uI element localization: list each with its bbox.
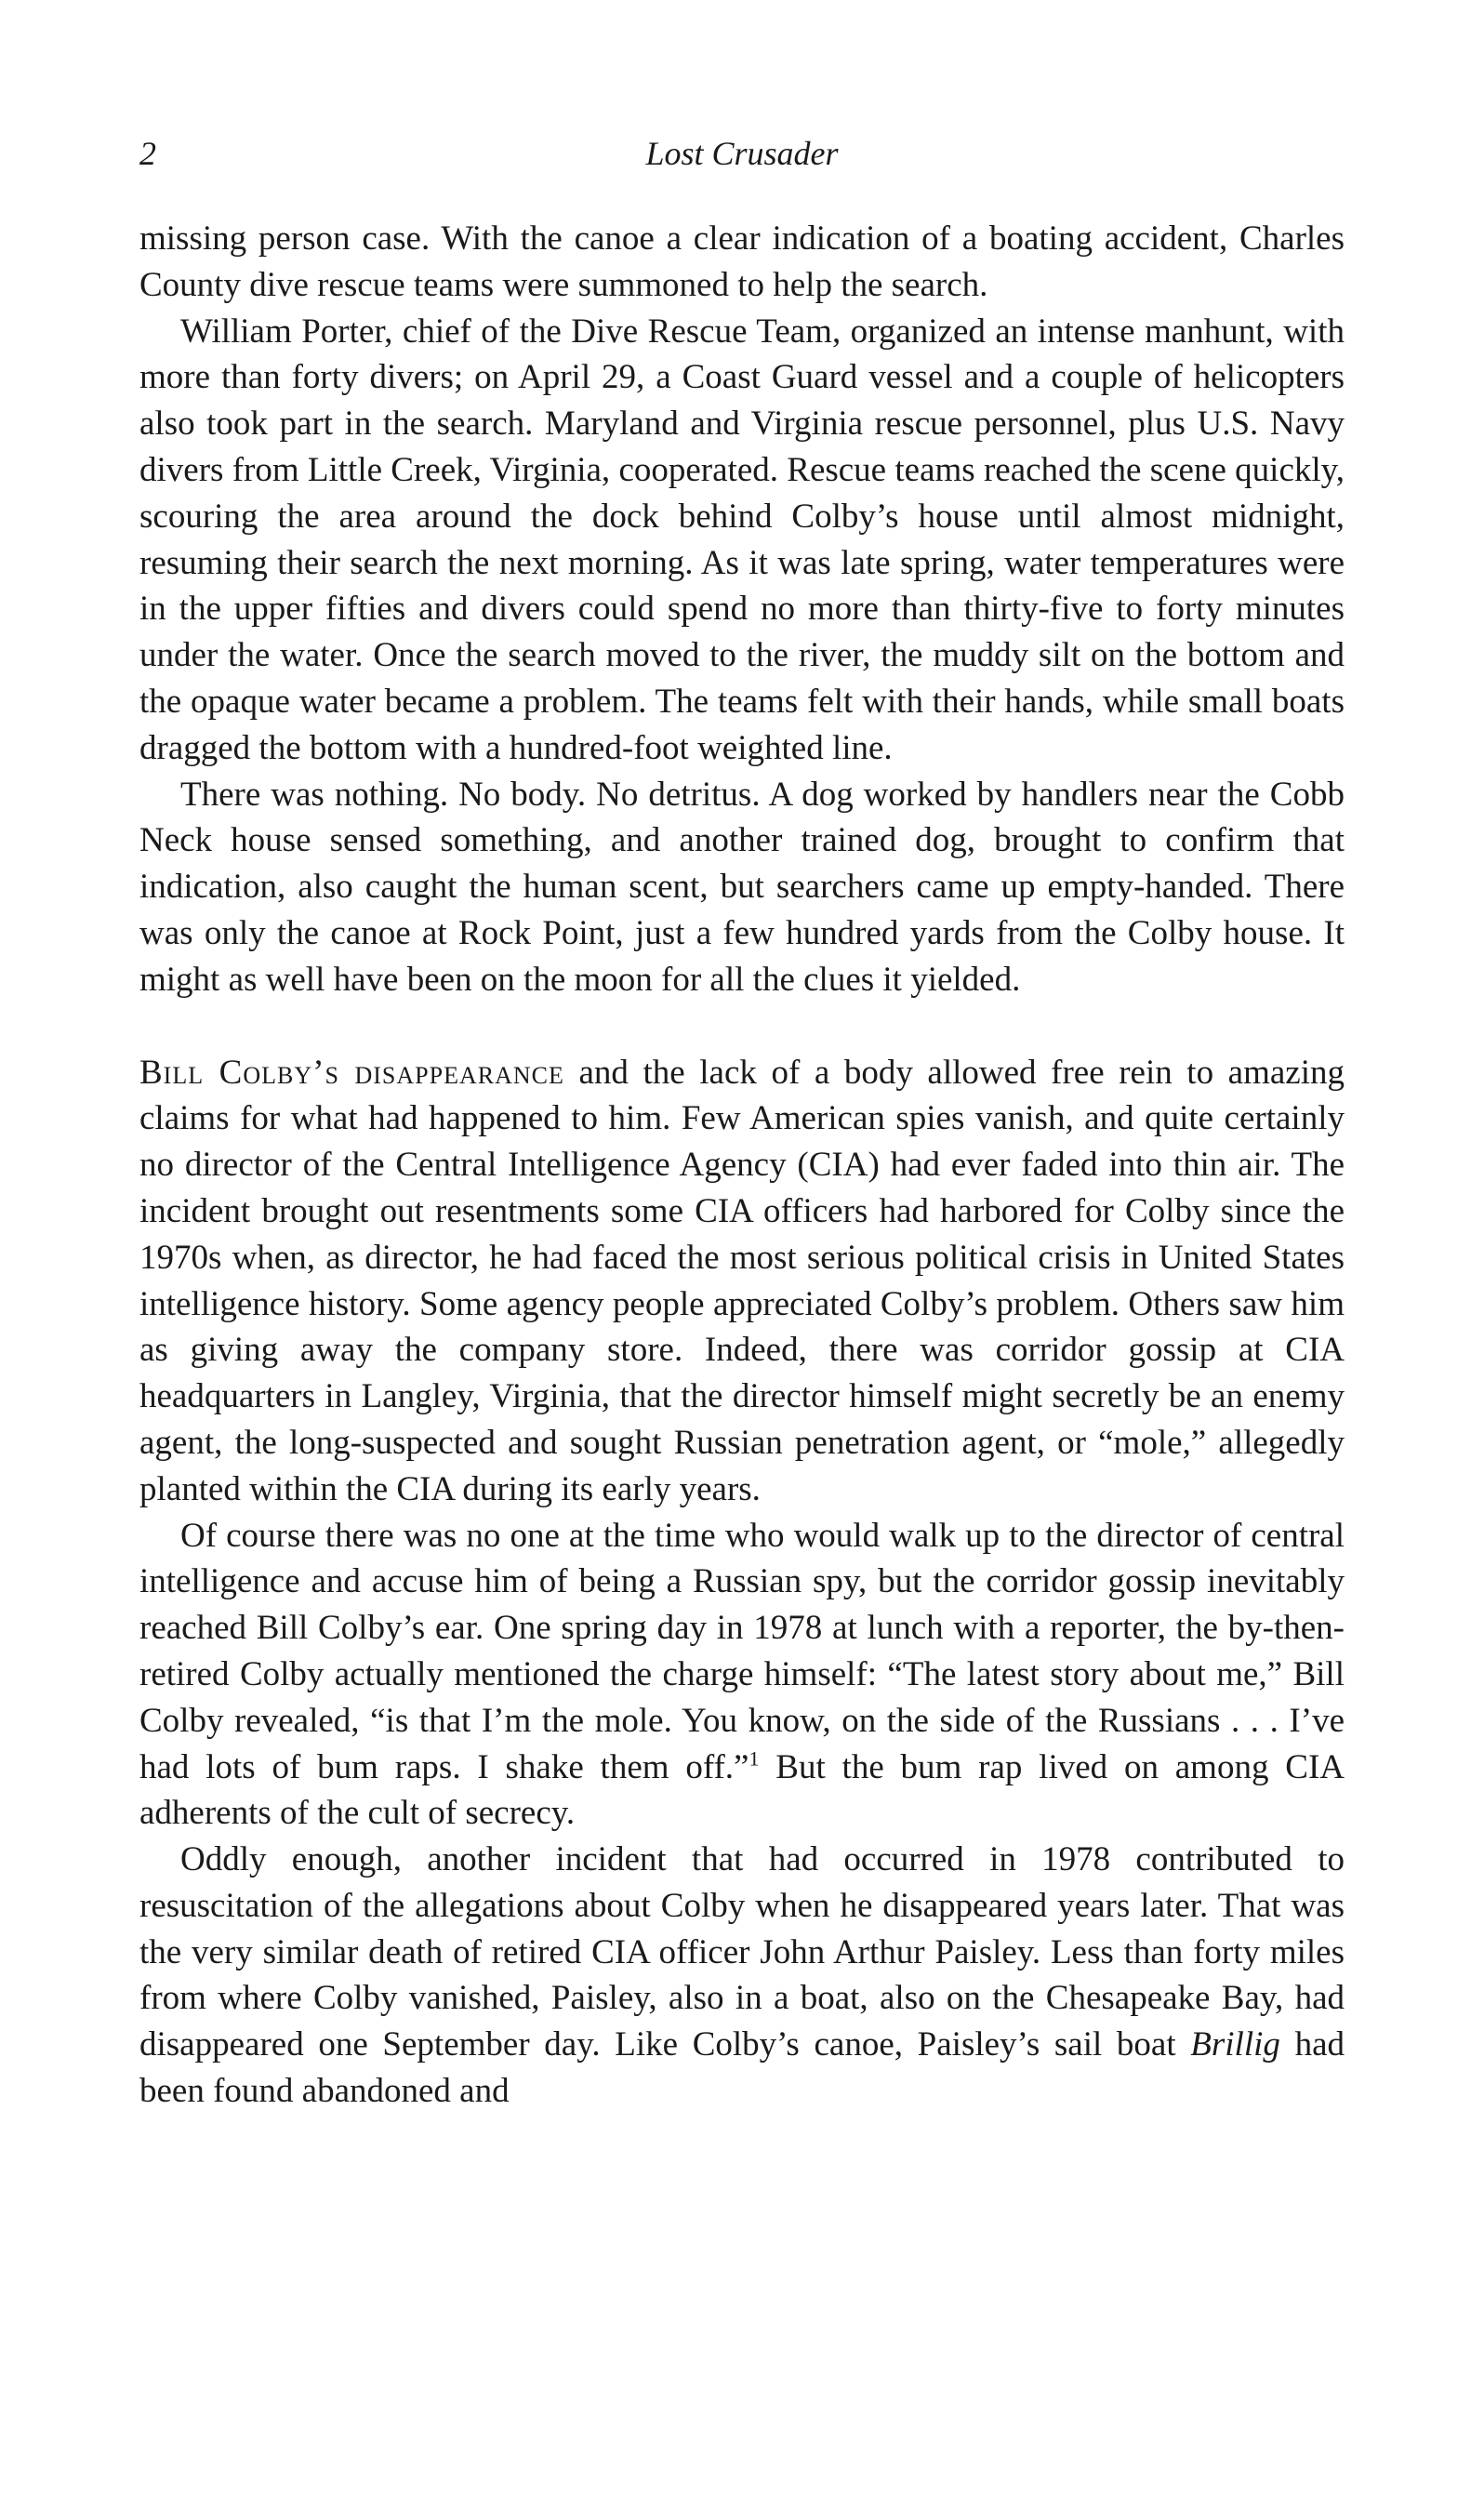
paragraph-text: Of course there was no one at the time who would walk up to the director of central intelligence and accuse him of being a Russian spy, but the corridor gossip inevitably reached Bill Colby’s ear. One spring day in 1978 at lunch with a reporter, the by-then-retired Colby actually mentioned the charge himself: “The latest story about me,” Bill Colby revealed, “is that I’m the mole. You know, on the side of the Russians . . . I’ve had lots of bum raps. I shake them off.” xyxy=(139,1516,1345,1786)
paragraph-text: had been found abandoned and xyxy=(139,2025,1345,2111)
paragraph-text: and the lack of a body allowed free rein to amazing claims for what had happened to him. Few American spies vanish, and quite certainly no director of the Central Intelligence Agency (CIA) had ever faded into thin air. The incident brought out resentments some CIA officers had harbored for Colby since the 1970s when, as director, he had faced the most serious political crisis in United States intelligence history. Some agency people appreciated Colby’s problem. Others saw him as giving away the company store. Indeed, there was corridor gossip at CIA headquarters in Langley, Virginia, that the director himself might secretly be an enemy agent, the long-suspected and sought Russian penetration agent, or “mole,” allegedly planted within the CIA during its early years. xyxy=(139,1053,1345,1508)
paragraph-mole-rumor xyxy=(139,1513,1345,1838)
section-lead-in: Bill Colby’s disappearance xyxy=(139,1053,564,1092)
paragraph-paisley-incident xyxy=(139,1837,1345,2115)
running-head xyxy=(139,130,1345,177)
book-title: Lost Crusader xyxy=(645,135,839,172)
paragraph-search-effort: William Porter, chief of the Dive Rescue Team, organized an intense manhunt, with more than forty divers; on April 29, a Coast Guard vessel and a couple of helicopters also took part in the search. Maryland and Virginia rescue personnel, plus U.S. Navy divers from Little Creek, Virginia, cooperated. Rescue teams reached the scene quickly, scouring the area around the dock behind Colby’s house until almost midnight, resuming their search the next morning. As it was late spring, water temperatures were in the upper fifties and divers could spend no more than thirty-five to forty minutes under the water. Once the search moved to the river, the muddy silt on the bottom and the opaque water became a problem. The teams felt with their hands, while small boats dragged the bottom with a hundred-foot weighted line. xyxy=(139,312,1345,767)
paragraph-text: But the bum rap lived on among CIA adherents of the cult of secrecy. xyxy=(139,1747,1345,1833)
paragraph-text: Oddly enough, another incident that had occurred in 1978 contributed to resuscitation of the allegations about Colby when he disappeared years later. That was the very similar death of retired CIA officer John Arthur Paisley. Less than forty miles from where Colby vanished, Paisley, also in a boat, also on the Chesapeake Bay, had disappeared one September day. Like Colby’s canoe, Paisley’s sail boat xyxy=(139,1840,1345,2064)
paragraph-continuation: missing person case. With the canoe a clear indication of a boating accident, Charles County dive rescue teams were summoned to help the search. xyxy=(139,219,1345,304)
boat-name: Brillig xyxy=(1190,2025,1280,2064)
paragraph-section-opening xyxy=(139,1050,1345,1513)
book-page xyxy=(139,130,1345,2115)
page-number: 2 xyxy=(139,135,156,172)
footnote-reference[interactable]: 1 xyxy=(749,1746,760,1771)
paragraph-nothing-found: There was nothing. No body. No detritus. A dog worked by handlers near the Cobb Neck house sensed something, and another trained dog, brought to confirm that indication, also caught the human scent, but searchers came up empty-handed. There was only the canoe at Rock Point, just a few hundred yards from the Colby house. It might as well have been on the moon for all the clues it yielded. xyxy=(139,775,1345,999)
